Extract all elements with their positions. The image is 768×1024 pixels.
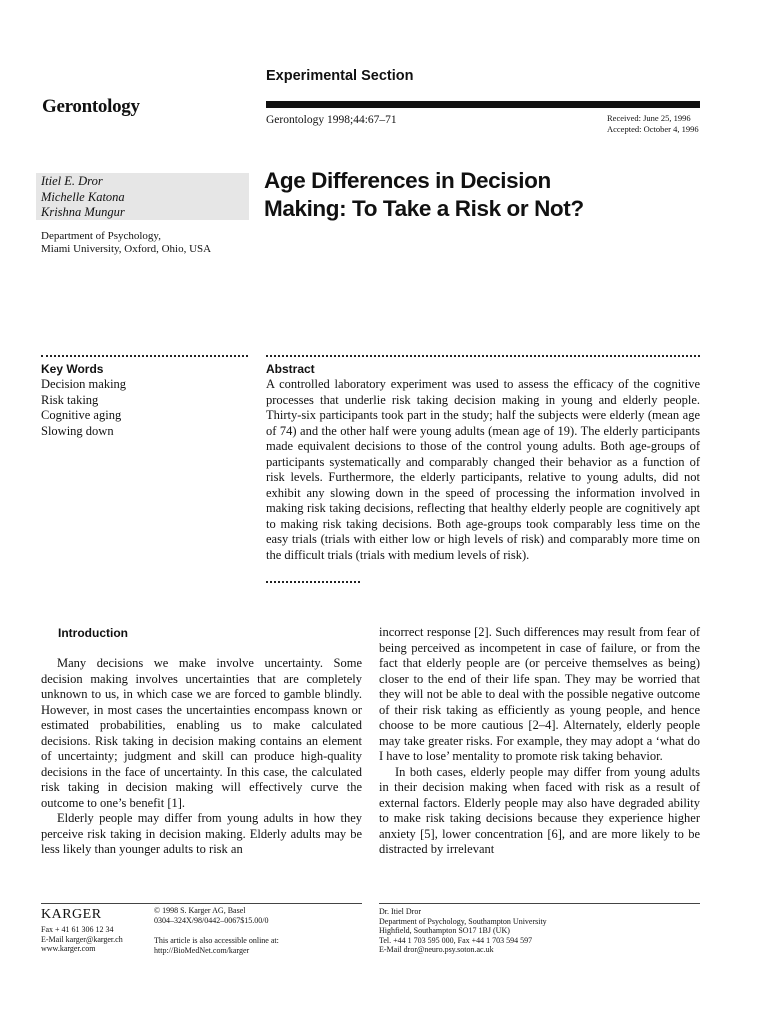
body-column-right <box>379 625 700 858</box>
publisher-contact <box>41 925 123 954</box>
copyright-line: © 1998 S. Karger AG, Basel <box>154 906 246 915</box>
header-rule <box>266 101 700 108</box>
keyword-item: Slowing down <box>41 423 114 438</box>
publisher-web: www.karger.com <box>41 944 96 953</box>
keyword-item: Cognitive aging <box>41 408 122 422</box>
body-paragraph: In both cases, elderly people may differ from young adults in their decision making when faced with risk as a result of external factors. Elderly people may also have degraded ability to make risk taking decisions because they experience higher anxiety [5], lower concentration [6], and are more likely to be distracted by irrelevant <box>379 764 700 856</box>
keywords-heading: Key Words <box>41 362 104 376</box>
title-line: Age Differences in Decision <box>264 168 551 193</box>
publisher-email: E-Mail karger@karger.ch <box>41 934 123 944</box>
abstract-text: A controlled laboratory experiment was used to assess the efficacy of the cognitive processes that underlie risk taking decision making in young and elderly people. Thirty-six participants took part in the study; half the subjects were elderly (mean age of 74) and the other half were young adults (mean age of 19). The elderly participants made equivalent decisions to those of the control young adults. Both age-groups of participants systematically and comparably changed their behavior as a function of risk levels. Furthermore, the elderly participants, relative to young adults, did not exhibit any slowing down in the speed of processing the information involved in making risk taking decisions, reflecting that healthy elderly people are cognitively apt to making risk taking decisions. Both age-groups took comparably less time on the easy trials (trials with either low or high levels of risk) and comparably more time on the difficult trials (trials with medium levels of risk). <box>266 377 700 562</box>
footer-rule <box>379 903 700 904</box>
corr-name: Dr. Itiel Dror <box>379 907 421 916</box>
article-title <box>264 167 704 223</box>
publisher-fax: Fax + 41 61 306 12 34 <box>41 925 114 934</box>
keyword-item: Decision making <box>41 377 127 391</box>
accepted-date: Accepted: October 4, 1996 <box>607 124 699 134</box>
author-name: Krishna Mungur <box>41 205 125 219</box>
author-name: Michelle Katona <box>41 189 125 204</box>
abstract-end-divider <box>266 581 360 583</box>
author-name: Itiel E. Dror <box>41 174 103 188</box>
author-list <box>41 174 125 221</box>
journal-logo: Gerontology <box>42 96 140 117</box>
issn-line: 0304–324X/98/0442–0067$15.00/0 <box>154 915 269 925</box>
publisher-logo: KARGER <box>41 907 102 922</box>
body-paragraph: Elderly people may differ from young adults in how they perceive risk taking in decision making. Elderly adults may be less likely than younger adults to risk an <box>41 811 362 856</box>
journal-citation: Gerontology 1998;44:67–71 <box>266 114 397 126</box>
body-column-left <box>41 656 362 858</box>
section-label: Experimental Section <box>266 68 414 84</box>
corr-email: E-Mail dror@neuro.psy.soton.ac.uk <box>379 945 494 954</box>
keywords-divider <box>41 355 248 357</box>
body-paragraph: incorrect response [2]. Such differences may result from fear of being perceived as incompetent in case of failure, or from the fact that elderly people are (or perceive themselves as being) closer to the end of their life span. They may be worried that they will not be able to deal with the possible negative outcome of their risk taking as efficiently as young people, and hence choose to be more cautious [2–4]. Alternately, elderly people may take greater risks. For example, they may adopt a ‘what do I have to lose’ mentality to promote risk taking behavior. <box>379 625 700 763</box>
keyword-item: Risk taking <box>41 392 99 407</box>
corr-dept: Department of Psychology, Southampton University <box>379 916 547 926</box>
abstract-heading: Abstract <box>266 362 315 376</box>
corr-tel: Tel. +44 1 703 595 000, Fax +44 1 703 594 597 <box>379 935 533 945</box>
correspondence-address <box>379 907 547 955</box>
body-paragraph: Many decisions we make involve uncertainty. Some decision making involves uncertainties that are completely unknown to us, in which case we are forced to gamble blindly. However, in most cases the uncertainties encompass known or estimated probabilities, enabling us to make calculated decisions. Risk taking in decision making contains an element of uncertainty; judgment and skill can produce high-quality decisions in the face of uncertainty. In this case, the calculated risk taking in decision making will effectively curve the outcome to one’s benefit [1]. <box>41 656 362 810</box>
abstract-divider <box>266 355 700 357</box>
received-date: Received: June 25, 1996 <box>607 113 691 123</box>
title-line: Making: To Take a Risk or Not? <box>264 196 584 221</box>
corr-addr: Highfield, Southampton SO17 1BJ (UK) <box>379 926 510 935</box>
affiliation <box>41 230 211 256</box>
keywords-list <box>41 377 126 439</box>
introduction-heading: Introduction <box>58 626 128 640</box>
copyright <box>154 906 268 925</box>
article-dates <box>607 113 699 135</box>
footer-rule <box>41 903 362 904</box>
affiliation-line: Department of Psychology, <box>41 230 161 242</box>
online-url: http://BioMedNet.com/karger <box>154 945 250 955</box>
online-access <box>154 936 279 955</box>
online-note: This article is also accessible online at: <box>154 936 279 945</box>
affiliation-line: Miami University, Oxford, Ohio, USA <box>41 243 212 255</box>
